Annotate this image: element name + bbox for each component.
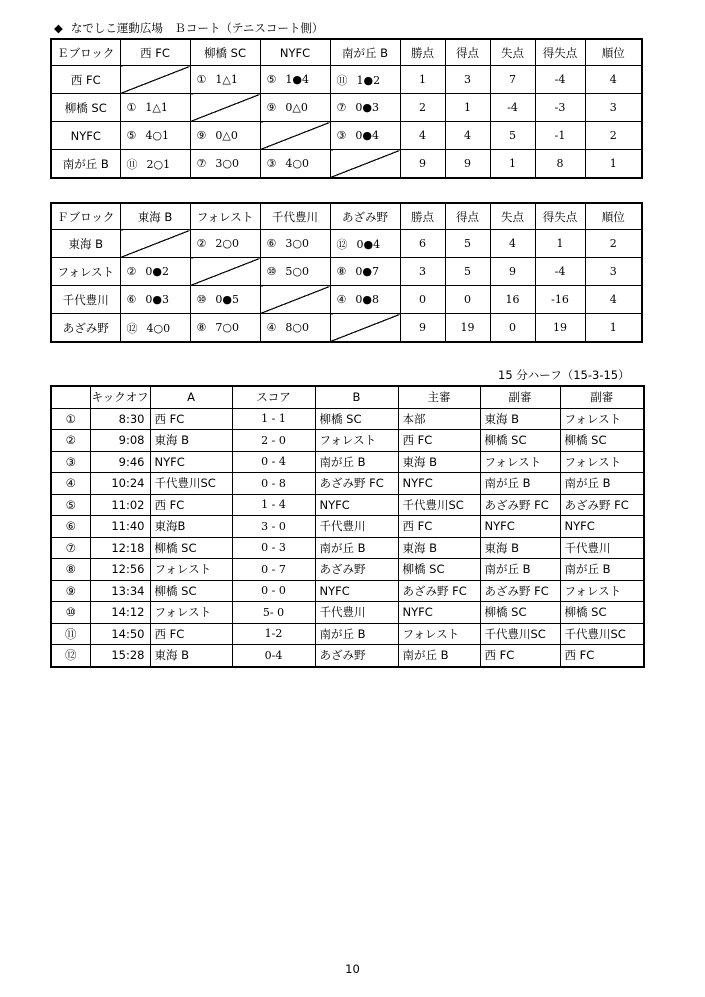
team-name: フォレスト bbox=[51, 258, 120, 286]
match-score: 3○0 bbox=[215, 157, 239, 170]
referee: 南が丘 B bbox=[398, 645, 480, 667]
header-cell: 勝点 bbox=[400, 203, 445, 230]
match-number: ⑨ bbox=[196, 129, 207, 142]
referee: 本部 bbox=[398, 408, 480, 430]
stat-cell: 5 bbox=[490, 122, 535, 150]
match-result bbox=[120, 286, 190, 314]
team-a: 柳橋 SC bbox=[150, 580, 232, 602]
team-name: 千代豊川 bbox=[51, 286, 120, 314]
stat-cell: 1 bbox=[400, 66, 445, 94]
match-score: 1●2 bbox=[356, 73, 381, 87]
match-number: ⑧ bbox=[196, 321, 207, 334]
stat-cell: 3 bbox=[585, 94, 642, 122]
team-a: 千代豊川SC bbox=[150, 473, 232, 495]
stat-cell: 9 bbox=[490, 258, 535, 286]
match-number: ④ bbox=[336, 293, 347, 306]
match-number: ⑪ bbox=[51, 623, 90, 645]
kickoff-time: 14:12 bbox=[90, 602, 150, 624]
kickoff-time: 9:08 bbox=[90, 430, 150, 452]
match-score: 0●3 bbox=[355, 101, 379, 114]
header-row bbox=[51, 386, 644, 408]
assistant-referee-1: 千代豊川SC bbox=[480, 623, 560, 645]
team-b: あざみ野 bbox=[315, 559, 398, 581]
match-number: ⑫ bbox=[126, 321, 138, 335]
match-number: ⑤ bbox=[126, 129, 137, 142]
match-number: ⑦ bbox=[196, 157, 207, 170]
header-cell: 柳橋 SC bbox=[190, 39, 260, 66]
assistant-referee-1: 南が丘 B bbox=[480, 473, 560, 495]
kickoff-time: 8:30 bbox=[90, 408, 150, 430]
match-result bbox=[190, 230, 260, 258]
referee: 西 FC bbox=[398, 430, 480, 452]
stat-cell: 1 bbox=[535, 230, 585, 258]
stat-cell: 0 bbox=[445, 286, 490, 314]
assistant-referee-2: あざみ野 FC bbox=[560, 494, 644, 516]
stat-cell: 0 bbox=[400, 286, 445, 314]
team-a: 西 FC bbox=[150, 408, 232, 430]
header-cell: 得点 bbox=[445, 203, 490, 230]
team-row bbox=[51, 122, 642, 150]
header-cell: 千代豊川 bbox=[260, 203, 330, 230]
kickoff-time: 13:34 bbox=[90, 580, 150, 602]
team-a: 東海 B bbox=[150, 645, 232, 667]
match-score: 1●4 bbox=[285, 73, 309, 86]
match-number: ⑨ bbox=[266, 101, 277, 114]
match-score: 2○1 bbox=[146, 157, 171, 171]
header-cell: B bbox=[315, 386, 398, 408]
header-cell: 失点 bbox=[490, 203, 535, 230]
match-score: 7○0 bbox=[215, 321, 239, 334]
referee: 西 FC bbox=[398, 516, 480, 538]
header-cell: A bbox=[150, 386, 232, 408]
match-result bbox=[330, 258, 400, 286]
team-b: あざみ野 FC bbox=[315, 473, 398, 495]
assistant-referee-2: 柳橋 SC bbox=[560, 602, 644, 624]
stat-cell: 9 bbox=[400, 314, 445, 343]
assistant-referee-2: 柳橋 SC bbox=[560, 430, 644, 452]
team-row bbox=[51, 314, 642, 343]
assistant-referee-2: 千代豊川 bbox=[560, 537, 644, 559]
match-result bbox=[120, 122, 190, 150]
match-result bbox=[120, 314, 190, 343]
match-score: 5- 0 bbox=[232, 602, 315, 624]
match-result bbox=[260, 150, 330, 179]
kickoff-time: 11:02 bbox=[90, 494, 150, 516]
assistant-referee-2: 千代豊川SC bbox=[560, 623, 644, 645]
header-cell: 副審 bbox=[480, 386, 560, 408]
page-number: 10 bbox=[345, 962, 360, 976]
match-score: 1△1 bbox=[145, 101, 168, 114]
referee: 柳橋 SC bbox=[398, 559, 480, 581]
match-format-note: 15 分ハーフ（15-3-15） bbox=[498, 368, 630, 382]
kickoff-time: 12:18 bbox=[90, 537, 150, 559]
header-row bbox=[51, 39, 642, 66]
match-score: 0●4 bbox=[356, 237, 381, 251]
table-row bbox=[51, 580, 644, 602]
match-score: 0 - 4 bbox=[232, 451, 315, 473]
match-score: 8○0 bbox=[285, 321, 309, 334]
match-result bbox=[260, 94, 330, 122]
stat-cell: 1 bbox=[585, 150, 642, 179]
team-b: NYFC bbox=[315, 494, 398, 516]
team-name: 東海 B bbox=[51, 230, 120, 258]
assistant-referee-1: 東海 B bbox=[480, 537, 560, 559]
table-row bbox=[51, 516, 644, 538]
assistant-referee-1: 柳橋 SC bbox=[480, 430, 560, 452]
stat-cell: 5 bbox=[445, 230, 490, 258]
assistant-referee-1: 柳橋 SC bbox=[480, 602, 560, 624]
referee: あざみ野 FC bbox=[398, 580, 480, 602]
team-name: 柳橋 SC bbox=[51, 94, 120, 122]
kickoff-time: 9:46 bbox=[90, 451, 150, 473]
team-b: 千代豊川 bbox=[315, 602, 398, 624]
assistant-referee-1: あざみ野 FC bbox=[480, 494, 560, 516]
match-score: 5○0 bbox=[285, 265, 309, 278]
team-row bbox=[51, 66, 642, 94]
stat-cell: 6 bbox=[400, 230, 445, 258]
match-number: ④ bbox=[51, 473, 90, 495]
match-result bbox=[260, 258, 330, 286]
header-cell: Ｆブロック bbox=[51, 203, 120, 230]
assistant-referee-2: フォレスト bbox=[560, 408, 644, 430]
self-match-cell bbox=[120, 230, 190, 258]
match-score: 1 - 4 bbox=[232, 494, 315, 516]
stat-cell: 2 bbox=[585, 122, 642, 150]
team-name: あざみ野 bbox=[51, 314, 120, 343]
table-row bbox=[51, 537, 644, 559]
stat-cell: 9 bbox=[445, 150, 490, 179]
team-row bbox=[51, 230, 642, 258]
match-number: ⑩ bbox=[51, 602, 90, 624]
match-number: ⑪ bbox=[126, 157, 138, 171]
table-row bbox=[51, 473, 644, 495]
match-number: ③ bbox=[51, 451, 90, 473]
stat-cell: 9 bbox=[400, 150, 445, 179]
stat-cell: -4 bbox=[535, 258, 585, 286]
match-score: 0△0 bbox=[285, 101, 308, 114]
match-number: ⑫ bbox=[51, 645, 90, 667]
assistant-referee-1: フォレスト bbox=[480, 451, 560, 473]
match-result bbox=[190, 314, 260, 343]
match-result bbox=[260, 314, 330, 343]
assistant-referee-1: NYFC bbox=[480, 516, 560, 538]
match-score: 0△0 bbox=[215, 129, 238, 142]
match-score: 0●5 bbox=[215, 293, 239, 306]
match-result bbox=[120, 258, 190, 286]
match-score: 2○0 bbox=[215, 237, 239, 250]
team-a: フォレスト bbox=[150, 602, 232, 624]
stat-cell: 1 bbox=[585, 314, 642, 343]
team-row bbox=[51, 258, 642, 286]
table-row bbox=[51, 451, 644, 473]
stat-cell: 16 bbox=[490, 286, 535, 314]
referee: 千代豊川SC bbox=[398, 494, 480, 516]
stat-cell: -4 bbox=[490, 94, 535, 122]
kickoff-time: 15:28 bbox=[90, 645, 150, 667]
match-score: 0-4 bbox=[232, 645, 315, 667]
team-name: 南が丘 B bbox=[51, 150, 120, 179]
match-number: ② bbox=[196, 237, 207, 250]
assistant-referee-2: フォレスト bbox=[560, 580, 644, 602]
kickoff-time: 12:56 bbox=[90, 559, 150, 581]
match-score: 0 - 0 bbox=[232, 580, 315, 602]
team-b: 南が丘 B bbox=[315, 623, 398, 645]
stat-cell: 4 bbox=[585, 66, 642, 94]
match-number: ⑥ bbox=[51, 516, 90, 538]
match-number: ⑧ bbox=[336, 265, 347, 278]
match-number: ⑥ bbox=[266, 237, 277, 250]
header-cell bbox=[51, 386, 90, 408]
match-result bbox=[260, 66, 330, 94]
referee: 東海 B bbox=[398, 451, 480, 473]
kickoff-time: 14:50 bbox=[90, 623, 150, 645]
match-result bbox=[190, 150, 260, 179]
table-row bbox=[51, 645, 644, 667]
league-table-e-block bbox=[50, 38, 643, 179]
header-cell: NYFC bbox=[260, 39, 330, 66]
match-number: ⑤ bbox=[51, 494, 90, 516]
match-number: ⑦ bbox=[51, 537, 90, 559]
header-cell: 得失点 bbox=[535, 39, 585, 66]
table-row bbox=[51, 623, 644, 645]
self-match-cell bbox=[260, 286, 330, 314]
match-number: ② bbox=[51, 430, 90, 452]
match-number: ⑥ bbox=[126, 293, 137, 306]
header-row bbox=[51, 203, 642, 230]
referee: NYFC bbox=[398, 602, 480, 624]
team-row bbox=[51, 94, 642, 122]
self-match-cell bbox=[190, 258, 260, 286]
team-a: NYFC bbox=[150, 451, 232, 473]
team-row bbox=[51, 286, 642, 314]
table-row bbox=[51, 602, 644, 624]
stat-cell: 19 bbox=[535, 314, 585, 343]
stat-cell: 4 bbox=[445, 122, 490, 150]
self-match-cell bbox=[330, 314, 400, 343]
league-table-f-block bbox=[50, 202, 643, 343]
team-b: 柳橋 SC bbox=[315, 408, 398, 430]
stat-cell: 2 bbox=[400, 94, 445, 122]
match-number: ⑪ bbox=[336, 73, 348, 87]
match-score: 0●3 bbox=[145, 293, 169, 306]
stat-cell: 1 bbox=[445, 94, 490, 122]
table-row bbox=[51, 430, 644, 452]
match-result bbox=[330, 66, 400, 94]
match-number: ③ bbox=[336, 129, 347, 142]
assistant-referee-2: 西 FC bbox=[560, 645, 644, 667]
stat-cell: -3 bbox=[535, 94, 585, 122]
stat-cell: 0 bbox=[490, 314, 535, 343]
table-row bbox=[51, 408, 644, 430]
stat-cell: 1 bbox=[490, 150, 535, 179]
diamond-icon: ◆ bbox=[54, 21, 63, 35]
team-a: 東海B bbox=[150, 516, 232, 538]
stat-cell: 4 bbox=[585, 286, 642, 314]
header-cell: スコア bbox=[232, 386, 315, 408]
header-cell: 南が丘 B bbox=[330, 39, 400, 66]
match-result bbox=[120, 150, 190, 179]
team-name: 西 FC bbox=[51, 66, 120, 94]
match-number: ③ bbox=[266, 157, 277, 170]
match-number: ⑧ bbox=[51, 559, 90, 581]
match-number: ⑫ bbox=[336, 237, 348, 251]
assistant-referee-1: あざみ野 FC bbox=[480, 580, 560, 602]
match-number: ⑩ bbox=[266, 265, 277, 278]
stat-cell: -4 bbox=[535, 66, 585, 94]
team-b: フォレスト bbox=[315, 430, 398, 452]
match-number: ① bbox=[126, 101, 137, 114]
match-score: 2 - 0 bbox=[232, 430, 315, 452]
stat-cell: 4 bbox=[490, 230, 535, 258]
assistant-referee-1: 東海 B bbox=[480, 408, 560, 430]
assistant-referee-1: 西 FC bbox=[480, 645, 560, 667]
self-match-cell bbox=[120, 66, 190, 94]
stat-cell: 8 bbox=[535, 150, 585, 179]
match-score: 0●8 bbox=[355, 293, 379, 306]
header-cell: フォレスト bbox=[190, 203, 260, 230]
assistant-referee-2: 南が丘 B bbox=[560, 559, 644, 581]
header-cell: 得点 bbox=[445, 39, 490, 66]
match-score: 4○1 bbox=[145, 129, 169, 142]
page-title-text: なでしこ運動広場 Ｂコート（テニスコート側） bbox=[70, 21, 324, 35]
match-score: 1△1 bbox=[215, 73, 238, 86]
header-cell: 主審 bbox=[398, 386, 480, 408]
referee: 東海 B bbox=[398, 537, 480, 559]
match-number: ⑦ bbox=[336, 101, 347, 114]
match-result bbox=[190, 122, 260, 150]
team-name: NYFC bbox=[51, 122, 120, 150]
header-cell: 副審 bbox=[560, 386, 644, 408]
match-score: 0●7 bbox=[355, 265, 379, 278]
team-b: 南が丘 B bbox=[315, 451, 398, 473]
match-schedule-table bbox=[50, 385, 645, 668]
match-score: 0●2 bbox=[145, 265, 169, 278]
assistant-referee-2: NYFC bbox=[560, 516, 644, 538]
stat-cell: 3 bbox=[585, 258, 642, 286]
header-cell: 勝点 bbox=[400, 39, 445, 66]
header-cell: 失点 bbox=[490, 39, 535, 66]
match-score: 3 - 0 bbox=[232, 516, 315, 538]
assistant-referee-2: 南が丘 B bbox=[560, 473, 644, 495]
header-cell: あざみ野 bbox=[330, 203, 400, 230]
match-result bbox=[190, 66, 260, 94]
team-a: 柳橋 SC bbox=[150, 537, 232, 559]
team-row bbox=[51, 150, 642, 179]
team-a: 西 FC bbox=[150, 623, 232, 645]
stat-cell: 3 bbox=[400, 258, 445, 286]
header-cell: 西 FC bbox=[120, 39, 190, 66]
match-number: ② bbox=[126, 265, 137, 278]
stat-cell: 3 bbox=[445, 66, 490, 94]
match-score: 0●4 bbox=[355, 129, 379, 142]
kickoff-time: 11:40 bbox=[90, 516, 150, 538]
match-number: ⑨ bbox=[51, 580, 90, 602]
team-b: NYFC bbox=[315, 580, 398, 602]
match-score: 1 - 1 bbox=[232, 408, 315, 430]
match-score: 4○0 bbox=[146, 321, 171, 335]
team-b: 千代豊川 bbox=[315, 516, 398, 538]
header-cell: 得失点 bbox=[535, 203, 585, 230]
match-score: 1-2 bbox=[232, 623, 315, 645]
team-b: あざみ野 bbox=[315, 645, 398, 667]
assistant-referee-2: フォレスト bbox=[560, 451, 644, 473]
page-title bbox=[54, 20, 323, 36]
team-a: 東海 B bbox=[150, 430, 232, 452]
match-result bbox=[330, 286, 400, 314]
match-number: ⑩ bbox=[196, 293, 207, 306]
table-row bbox=[51, 494, 644, 516]
stat-cell: -1 bbox=[535, 122, 585, 150]
team-a: 西 FC bbox=[150, 494, 232, 516]
self-match-cell bbox=[330, 150, 400, 179]
assistant-referee-1: 南が丘 B bbox=[480, 559, 560, 581]
match-score: 3○0 bbox=[285, 237, 309, 250]
match-result bbox=[120, 94, 190, 122]
match-score: 0 - 3 bbox=[232, 537, 315, 559]
stat-cell: 2 bbox=[585, 230, 642, 258]
match-score: 0 - 8 bbox=[232, 473, 315, 495]
self-match-cell bbox=[260, 122, 330, 150]
stat-cell: -16 bbox=[535, 286, 585, 314]
stat-cell: 19 bbox=[445, 314, 490, 343]
header-cell: 順位 bbox=[585, 39, 642, 66]
match-number: ④ bbox=[266, 321, 277, 334]
match-score: 0 - 7 bbox=[232, 559, 315, 581]
match-result bbox=[330, 230, 400, 258]
team-b: 南が丘 B bbox=[315, 537, 398, 559]
referee: NYFC bbox=[398, 473, 480, 495]
self-match-cell bbox=[190, 94, 260, 122]
header-cell: キックオフ bbox=[90, 386, 150, 408]
match-score: 4○0 bbox=[285, 157, 309, 170]
team-a: フォレスト bbox=[150, 559, 232, 581]
match-result bbox=[260, 230, 330, 258]
match-number: ① bbox=[51, 408, 90, 430]
referee: フォレスト bbox=[398, 623, 480, 645]
table-row bbox=[51, 559, 644, 581]
match-result bbox=[330, 94, 400, 122]
header-cell: 東海 B bbox=[120, 203, 190, 230]
match-number: ① bbox=[196, 73, 207, 86]
match-result bbox=[190, 286, 260, 314]
stat-cell: 7 bbox=[490, 66, 535, 94]
stat-cell: 4 bbox=[400, 122, 445, 150]
match-result bbox=[330, 122, 400, 150]
header-cell: 順位 bbox=[585, 203, 642, 230]
match-number: ⑤ bbox=[266, 73, 277, 86]
header-cell: Ｅブロック bbox=[51, 39, 120, 66]
kickoff-time: 10:24 bbox=[90, 473, 150, 495]
stat-cell: 5 bbox=[445, 258, 490, 286]
